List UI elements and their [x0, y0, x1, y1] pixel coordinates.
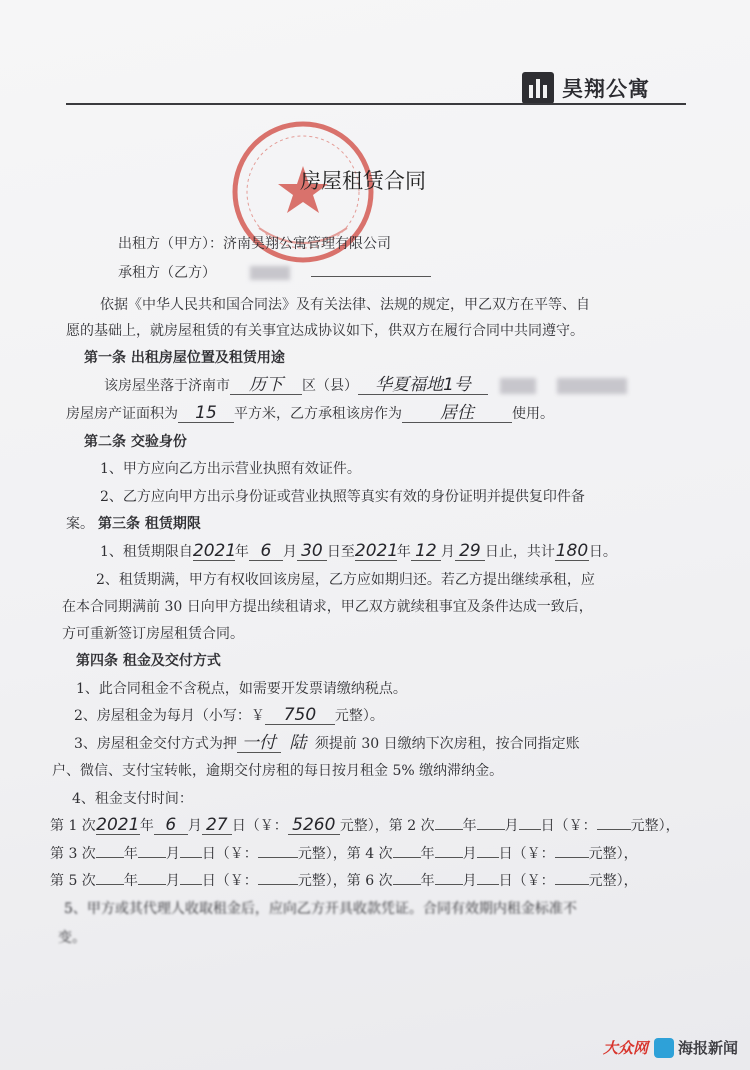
payment-3-month-blank: [138, 844, 166, 858]
payment-2-year-blank: [435, 816, 463, 830]
payment-4-day-blank: [477, 844, 499, 858]
days-handwritten: 180: [555, 541, 589, 561]
payment-3-year-unit: 年: [123, 846, 138, 862]
pay-handwritten: 陆: [289, 733, 307, 753]
lessee-line: [118, 262, 431, 282]
article-2-item-2-end: 案。: [66, 516, 94, 532]
logo-text: 昊翔公寓: [562, 77, 650, 101]
payment-2-month-blank: [477, 816, 505, 830]
payment-6-month-blank: [435, 871, 463, 885]
payment-1-year-handwritten: 2021: [96, 815, 140, 835]
address-redaction-1: [500, 378, 536, 394]
end-year-handwritten: 2021: [354, 541, 399, 561]
term-to: 日至: [326, 544, 355, 560]
payment-3-amount-prefix: 日（￥：: [201, 846, 258, 862]
payment-3-month-unit: 月: [165, 846, 180, 862]
article-4-item-3: [74, 733, 580, 753]
payment-1-amount-handwritten: 5260: [288, 816, 340, 835]
payment-5-amount-blank: [258, 871, 298, 885]
start-month-unit: 月: [282, 544, 297, 560]
watermark-brand-2: [654, 1037, 738, 1058]
article-4-item-4-heading: 4、租金支付时间：: [72, 791, 193, 807]
source-watermark: [603, 1037, 738, 1058]
payment-1-month-handwritten: 6: [154, 816, 188, 835]
rent-handwritten: 750: [265, 706, 335, 725]
address-handwritten: 华夏福地1号: [358, 376, 488, 395]
watermark-brand-2-text: 海报新闻: [677, 1039, 738, 1057]
article-1-heading: 第一条 出租房屋位置及租赁用途: [84, 350, 285, 366]
payment-4-year-unit: 年: [420, 846, 435, 862]
payment-2-day-blank: [519, 816, 541, 830]
payment-5-year-unit: 年: [123, 873, 138, 889]
end-month-handwritten: 12: [411, 542, 441, 561]
intro-line-2: 愿的基础上，就房屋租赁的有关事宜达成协议如下，供双方在履行合同中共同遵守。: [66, 323, 584, 339]
end-day-handwritten: 29: [455, 542, 485, 561]
payment-2-year-unit: 年: [462, 818, 477, 834]
payment-row-3: [50, 870, 638, 890]
header-rule: [66, 103, 686, 105]
article-1-area: [66, 403, 554, 423]
payment-5-month-blank: [138, 871, 166, 885]
payment-4-amount-blank: [555, 844, 589, 858]
payment-5-label: 第 5 次: [50, 873, 96, 889]
article-2-item-2-line-2: [66, 513, 201, 533]
document-title: 房屋租赁合同: [300, 169, 426, 193]
payment-1-month-unit: 月: [187, 818, 202, 834]
area-prefix: 房屋房产证面积为: [66, 406, 178, 422]
payment-3-label: 第 3 次: [50, 846, 96, 862]
payment-2-month-unit: 月: [504, 818, 519, 834]
use-handwritten: 居住: [402, 404, 512, 423]
payment-4-label: 元整），第 4 次: [297, 846, 393, 862]
lessor-line: [118, 233, 391, 253]
payment-1-label: 第 1 次: [50, 818, 96, 834]
payment-2-amount-prefix: 日（￥：: [540, 818, 597, 834]
lessee-blank: [311, 263, 431, 277]
payment-3-year-blank: [96, 844, 124, 858]
article-3-item-2-line-2: 在本合同期满前 30 日向甲方提出续租请求，甲乙双方就续租事宜及条件达成一致后，: [62, 599, 593, 615]
start-day-handwritten: 30: [297, 542, 327, 561]
payment-4-month-unit: 月: [462, 846, 477, 862]
area-handwritten: 15: [178, 404, 234, 423]
news-app-icon: [654, 1038, 674, 1058]
building-icon: [522, 72, 554, 104]
article-4-item-5-line-1: 5、甲方或其代理人收取租金后，应向乙方开具收款凭证。合同有效期内租金标准不: [64, 901, 577, 917]
rent-prefix: 2、房屋租金为每月（小写：￥: [74, 708, 265, 724]
payment-3-amount-blank: [258, 844, 298, 858]
area-suffix: 平方米，乙方承租该房作为: [234, 406, 402, 422]
payment-2-amount-blank: [597, 816, 631, 830]
payment-6-year-unit: 年: [420, 873, 435, 889]
payment-1-amount-prefix: 日（￥：: [231, 818, 288, 834]
address-redaction-2: [557, 378, 627, 394]
payment-method-prefix: 3、房屋租金交付方式为押: [74, 736, 237, 752]
payment-method-suffix: 须提前 30 日缴纳下次房租，按合同指定账: [314, 736, 580, 752]
intro-line-1: 依据《中华人民共和国合同法》及有关法律、法规的规定，甲乙双方在平等、自: [100, 297, 590, 313]
article-3-item-2-line-3: 方可重新签订房屋租赁合同。: [62, 626, 244, 642]
article-4-item-3-line-2: 户、微信、支付宝转帐，逾期交付房租的每日按月租金 5% 缴纳滞纳金。: [52, 763, 504, 779]
article-4-item-1: 1、此合同租金不含税点，如需要开发票请缴纳税点。: [76, 681, 407, 697]
end-month-unit: 月: [440, 544, 455, 560]
payment-6-year-blank: [393, 871, 421, 885]
article-3-term: [100, 541, 617, 561]
article-4-heading: 第四条 租金及交付方式: [76, 653, 221, 669]
payment-3-day-blank: [180, 844, 202, 858]
end-year-unit: 年: [396, 544, 411, 560]
payment-2-amount-suffix: 元整），: [630, 818, 680, 834]
rent-suffix: 元整）。: [334, 708, 384, 724]
payment-6-amount-blank: [555, 871, 589, 885]
lessee-label: 承租方（乙方）: [118, 265, 216, 281]
payment-1-day-handwritten: 27: [202, 816, 232, 835]
article-4-item-2: [74, 705, 384, 725]
term-prefix: 1、租赁期限自: [100, 544, 193, 560]
days-unit: 日。: [588, 544, 617, 560]
start-year-unit: 年: [234, 544, 249, 560]
payment-6-month-unit: 月: [462, 873, 477, 889]
lessor-value: 济南昊翔公寓管理有限公司: [223, 236, 391, 252]
article-1-location: [104, 375, 627, 395]
article-2-item-1: 1、甲方应向乙方出示营业执照有效证件。: [100, 461, 361, 477]
payment-6-day-blank: [477, 871, 499, 885]
deposit-handwritten: 一付: [237, 734, 281, 753]
location-prefix: 该房屋坐落于济南市: [104, 378, 230, 394]
payment-6-amount-prefix: 日（￥：: [498, 873, 555, 889]
payment-4-amount-prefix: 日（￥：: [498, 846, 555, 862]
district-suffix: 区（县）: [302, 378, 358, 394]
article-2-heading: 第二条 交验身份: [84, 434, 187, 450]
payment-row-2: [50, 843, 638, 863]
article-4-item-5-line-2: 变。: [58, 930, 86, 946]
payment-6-amount-suffix: 元整），: [588, 873, 638, 889]
article-2-item-2-line-1: 2、乙方应向甲方出示身份证或营业执照等真实有效的身份证明并提供复印件备: [100, 489, 585, 505]
payment-1-year-unit: 年: [139, 818, 154, 834]
start-month-handwritten: 6: [249, 542, 283, 561]
payment-4-month-blank: [435, 844, 463, 858]
lessee-redaction: [250, 266, 290, 280]
watermark-brand-1: 大众网: [602, 1039, 648, 1057]
payment-5-day-blank: [180, 871, 202, 885]
article-3-heading: 第三条 租赁期限: [98, 516, 201, 532]
lessor-label: 出租方（甲方）：: [118, 236, 223, 252]
payment-2-label: 元整），第 2 次: [339, 818, 435, 834]
use-suffix: 使用。: [512, 406, 554, 422]
payment-4-year-blank: [393, 844, 421, 858]
company-logo: [522, 70, 650, 106]
payment-5-year-blank: [96, 871, 124, 885]
payment-row-1: [50, 815, 680, 835]
payment-5-amount-prefix: 日（￥：: [201, 873, 258, 889]
payment-4-amount-suffix: 元整），: [588, 846, 638, 862]
payment-6-label: 元整），第 6 次: [297, 873, 393, 889]
payment-5-month-unit: 月: [165, 873, 180, 889]
term-total-prefix: 日止，共计: [484, 544, 555, 560]
district-handwritten: 历下: [230, 376, 302, 395]
article-3-item-2-line-1: 2、租赁期满，甲方有权收回该房屋，乙方应如期归还。若乙方提出继续承租，应: [96, 572, 595, 588]
start-year-handwritten: 2021: [192, 541, 237, 561]
